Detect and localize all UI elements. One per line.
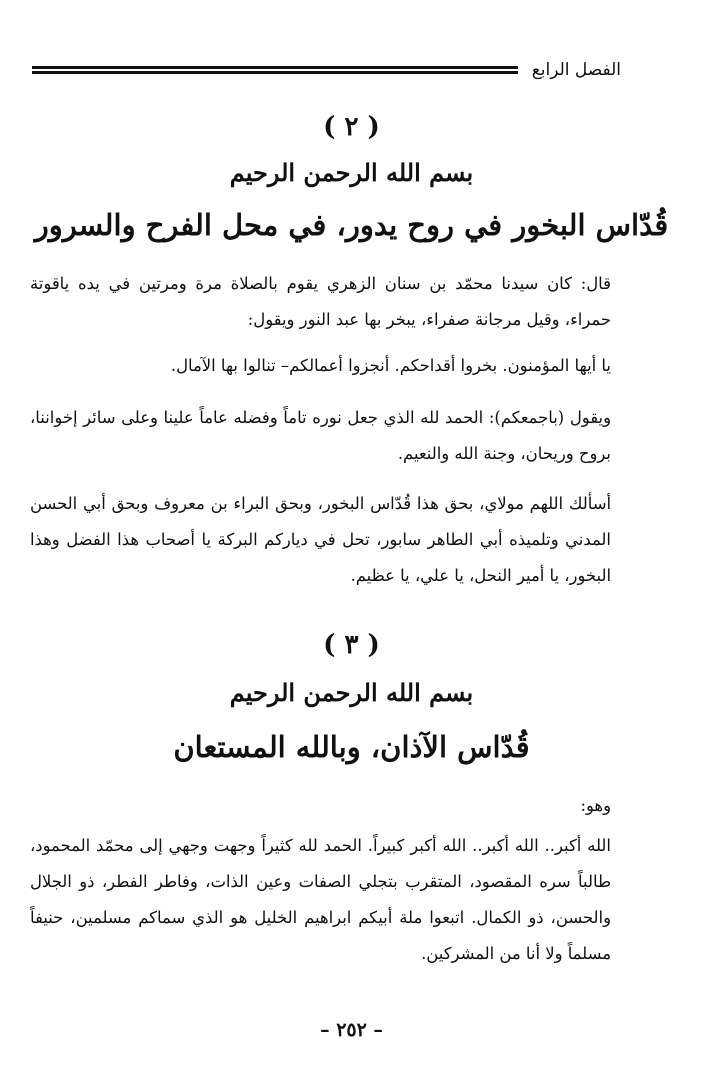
section-3-paragraph-1: وهو: (580, 796, 611, 815)
section-3-basmala: بسم الله الرحمن الرحيم (229, 678, 474, 707)
section-3-paragraph-2: الله أكبر.. الله أكبر.. الله أكبر كبيراً. الحمد لله كثيراً وجهت وجهي إلى محمّد المحمود، طالباً سره المقصود، المتقرب بتجلي الصفات وعين الذات، وفاطر الفطر، ذو الجلال والحسن، ذو الكمال. اتبعوا ملة أبيكم ابراهيم الخليل هو الذي سماكم مسلمين، حنيفاً مسلماً ولا أنا من المشركين. (30, 836, 611, 963)
header-double-rule (32, 66, 518, 74)
section-2-paragraph-2: يا أيها المؤمنون. بخروا أقداحكم. أنجزوا أعمالكم– تنالوا بها الآمال. (170, 356, 611, 375)
running-header (32, 56, 621, 84)
section-3-number: ( ٣ ) (323, 630, 380, 660)
section-3-title: قُدّاس الآذان، وبالله المستعان (173, 730, 530, 764)
section-2-paragraph-3: ويقول (باجمعكم): الحمد لله الذي جعل نوره تاماً وفضله عاماً علينا وعلى سائر إخواننا، بروح وريحان، وجنة الله والنعيم. (30, 408, 611, 463)
section-2-paragraph-4: أسألك اللهم مولاي، بحق هذا قُدّاس البخور، وبحق البراء بن معروف وبحق أبي الحسن المدني وتلميذه أبي الطاهر سابور، تحل في دياركم البركة يا أصحاب هذا الفضل وهذا البخور، يا أمير النحل، يا علي، يا عظيم. (30, 494, 611, 585)
section-2-basmala: بسم الله الرحمن الرحيم (229, 158, 474, 187)
chapter-title: الفصل الرابع (531, 60, 621, 80)
section-2-title: قُدّاس البخور في روح يدور، في محل الفرح والسرور (34, 208, 669, 242)
section-2-number: ( ٢ ) (323, 112, 380, 142)
section-2-paragraph-1: قال: كان سيدنا محمّد بن سنان الزهري يقوم بالصلاة مرة ومرتين في يده ياقوتة حمراء، وقيل مرجانة صفراء، يبخر بها عبد النور ويقول: (30, 274, 611, 329)
page-number: – ٢٥٢ – (320, 1019, 383, 1041)
